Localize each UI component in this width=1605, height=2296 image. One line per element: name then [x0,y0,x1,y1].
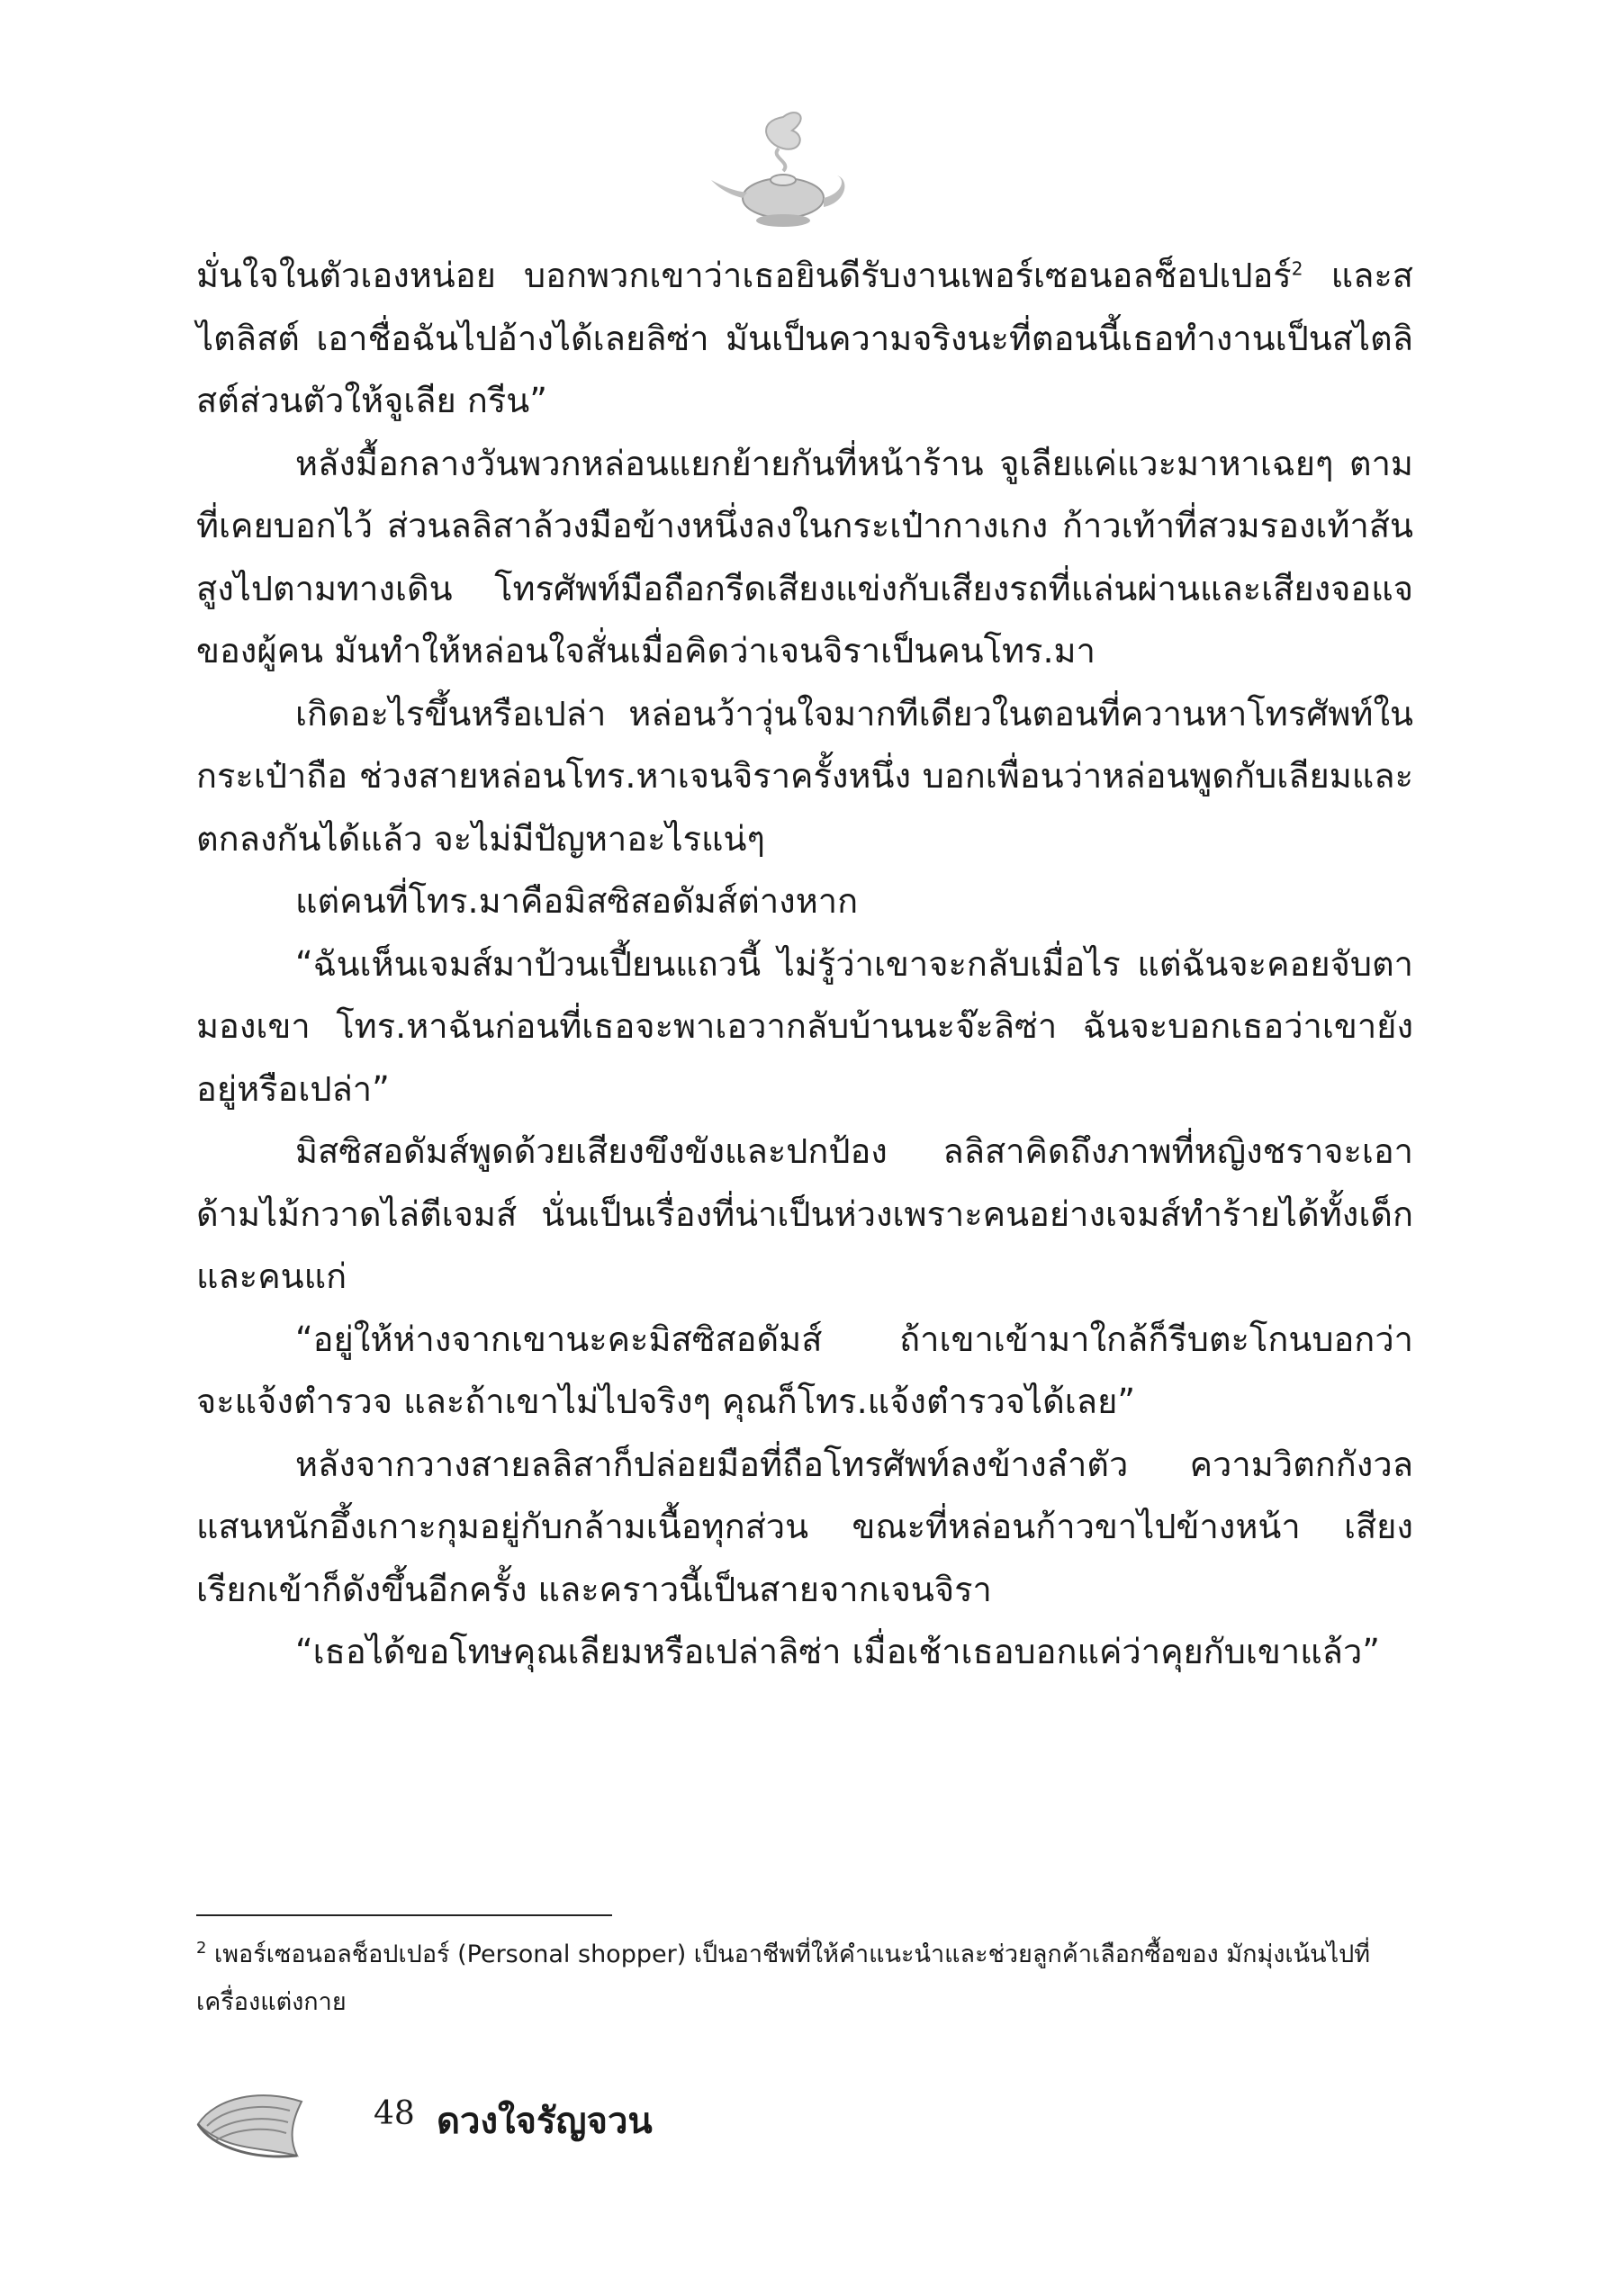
footnote-divider [196,1914,612,1916]
footnote-text: เพอร์เซอนอลช็อปเปอร์ (Personal shopper) เป็นอาชีพที่ให้คำแนะนำและช่วยลูกค้าเลือกซื้อของ มักมุ่งเน้นไปที่เครื่องแต่งกาย [196,1940,1371,2016]
paragraph: “ฉันเห็นเจมส์มาป้วนเปี้ยนแถวนี้ ไม่รู้ว่าเขาจะกลับเมื่อไร แต่ฉันจะคอยจับตามองเขา โทร.หาฉันก่อนที่เธอจะพาเอวากลับบ้านนะจ๊ะลิซ่า ฉันจะบอกเธอว่าเขายังอยู่หรือเปล่า” [196,943,1413,1109]
paragraph: มิสซิสอดัมส์พูดด้วยเสียงขึงขังและปกป้อง ลลิสาคิดถึงภาพที่หญิงชราจะเอาด้ามไม้กวาดไล่ตีเจมส์ นั่นเป็นเรื่องที่น่าเป็นห่วงเพราะคนอย่างเจมส์ทำร้ายได้ทั้งเด็กและคนแก่ [196,1131,1413,1296]
genie-lamp-icon [693,108,873,234]
paragraph: “เธอได้ขอโทษคุณเลียมหรือเปล่าลิซ่า เมื่อเช้าเธอบอกแค่ว่าคุยกับเขาแล้ว” [295,1632,1380,1671]
newspaper-icon [189,2070,315,2169]
footnote [196,1931,1413,2026]
paragraph: หลังมื้อกลางวันพวกหล่อนแยกย้ายกันที่หน้าร้าน จูเลียแค่แวะมาหาเฉยๆ ตามที่เคยบอกไว้ ส่วนลลิสาล้วงมือข้างหนึ่งลงในกระเป๋ากางเกง ก้าวเท้าที่สวมรองเท้าส้นสูงไปตามทางเดิน โทรศัพท์มือถือกรีดเสียงแข่งกับเสียงรถที่แล่นผ่านและเสียงจอแจของผู้คน มันทำให้หล่อนใจสั่นเมื่อคิดว่าเจนจิราเป็นคนโทร.มา [196,443,1413,671]
footnote-marker: 2 [196,1939,207,1958]
page-number: 48 [374,2095,415,2132]
footnote-reference: 2 [1291,257,1303,280]
page-footer [189,2070,819,2178]
paragraph: แต่คนที่โทร.มาคือมิสซิสอดัมส์ต่างหาก [295,881,859,921]
body-text [196,245,1413,1684]
book-title: ดวงใจรัญจวน [437,2101,653,2142]
paragraph: หลังจากวางสายลลิสาก็ปล่อยมือที่ถือโทรศัพท์ลงข้างลำตัว ความวิตกกังวลแสนหนักอึ้งเกาะกุมอยู่กับกล้ามเนื้อทุกส่วน ขณะที่หล่อนก้าวขาไปข้างหน้า เสียงเรียกเข้าก็ดังขึ้นอีกครั้ง และคราวนี้เป็นสายจากเจนจิรา [196,1444,1413,1609]
paragraph: เกิดอะไรขึ้นหรือเปล่า หล่อนว้าวุ่นใจมากทีเดียวในตอนที่ควานหาโทรศัพท์ในกระเป๋าถือ ช่วงสายหล่อนโทร.หาเจนจิราครั้งหนึ่ง บอกเพื่อนว่าหล่อนพูดกับเลียมและตกลงกันได้แล้ว จะไม่มีปัญหาอะไรแน่ๆ [196,693,1413,859]
paragraph: “อยู่ให้ห่างจากเขานะคะมิสซิสอดัมส์ ถ้าเขาเข้ามาใกล้ก็รีบตะโกนบอกว่าจะแจ้งตำรวจ และถ้าเขาไม่ไปจริงๆ คุณก็โทร.แจ้งตำรวจได้เลย” [196,1319,1413,1421]
paragraph: มั่นใจในตัวเองหน่อย บอกพวกเขาว่าเธอยินดีรับงานเพอร์เซอนอลช็อปเปอร์$^2$ และสไตลิสต์ เอาชื่อฉันไปอ้างได้เลยลิซ่า มันเป็นความจริงนะที่ตอนนี้เธอทำงานเป็นสไตลิสต์ส่วนตัวให้จูเลีย กรีน” [196,256,1413,420]
